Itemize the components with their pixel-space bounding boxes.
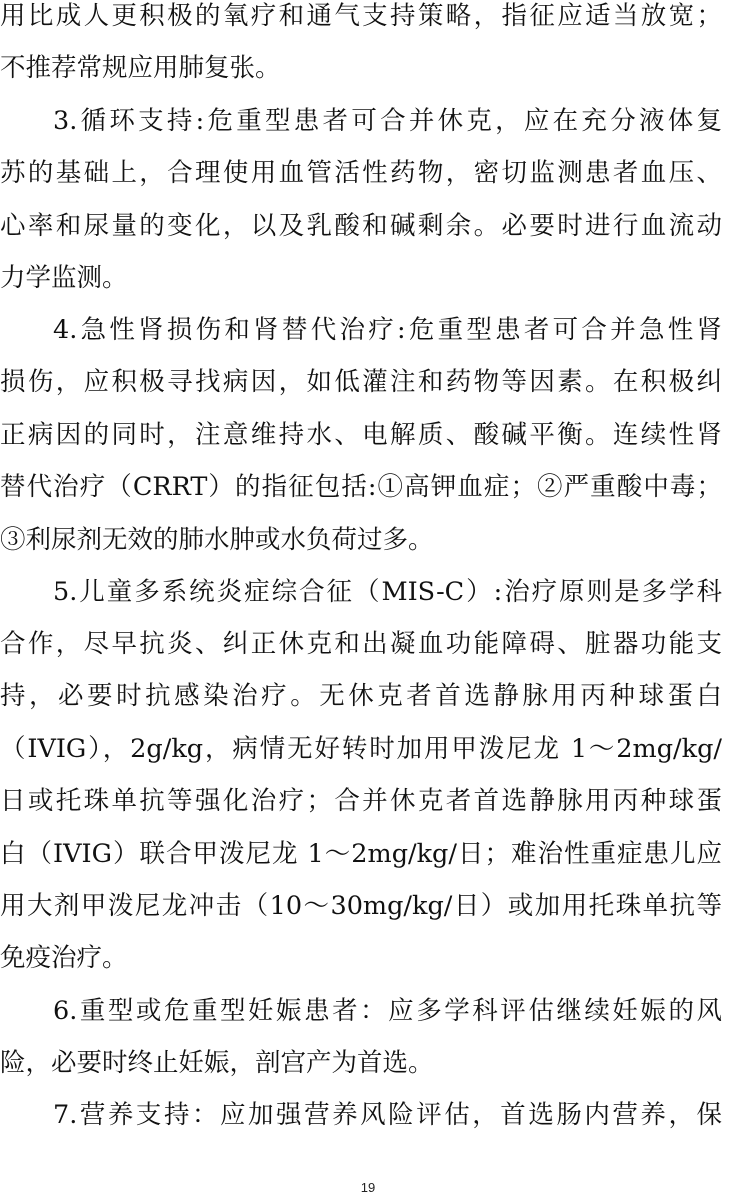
text-line: （IVIG），2g/kg，病情无好转时加用甲泼尼龙 1～2mg/kg/ [0, 734, 722, 764]
text-line: 险，必要时终止妊娠，剖宫产为首选。 [0, 1048, 434, 1078]
text-line: 损伤，应积极寻找病因，如低灌注和药物等因素。在积极纠 [0, 367, 722, 397]
text-line: 日或托珠单抗等强化治疗；合并休克者首选静脉用丙种球蛋 [0, 786, 722, 816]
text-line: 不推荐常规应用肺复张。 [0, 53, 281, 83]
text-line: 持，必要时抗感染治疗。无休克者首选静脉用丙种球蛋白 [0, 681, 722, 711]
text-line: 合作，尽早抗炎、纠正休克和出凝血功能障碍、脏器功能支 [0, 629, 722, 659]
text-line: 白（IVIG）联合甲泼尼龙 1～2mg/kg/日；难治性重症患儿应 [0, 839, 722, 869]
page-number: 19 [360, 1180, 376, 1195]
text-line: ③利尿剂无效的肺水肿或水负荷过多。 [0, 525, 434, 555]
text-line: 用大剂甲泼尼龙冲击（10～30mg/kg/日）或加用托珠单抗等 [0, 891, 722, 921]
text-line: 替代治疗（CRRT）的指征包括:①高钾血症；②严重酸中毒； [0, 472, 722, 502]
section-heading-line: 4.急性肾损伤和肾替代治疗:危重型患者可合并急性肾 [53, 315, 722, 345]
section-heading-line: 7.营养支持：应加强营养风险评估，首选肠内营养，保 [53, 1100, 722, 1130]
section-heading-line: 6.重型或危重型妊娠患者：应多学科评估继续妊娠的风 [53, 996, 722, 1026]
text-line: 力学监测。 [0, 263, 128, 293]
text-line: 苏的基础上，合理使用血管活性药物，密切监测患者血压、 [0, 158, 722, 188]
text-line: 免疫治疗。 [0, 943, 128, 973]
section-heading-line: 3.循环支持:危重型患者可合并休克，应在充分液体复 [53, 106, 722, 136]
text-line: 用比成人更积极的氧疗和通气支持策略，指征应适当放宽； [0, 1, 722, 31]
text-line: 心率和尿量的变化，以及乳酸和碱剩余。必要时进行血流动 [0, 211, 722, 241]
text-line: 正病因的同时，注意维持水、电解质、酸碱平衡。连续性肾 [0, 420, 722, 450]
section-heading-line: 5.儿童多系统炎症综合征（MIS-C）:治疗原则是多学科 [53, 577, 722, 607]
